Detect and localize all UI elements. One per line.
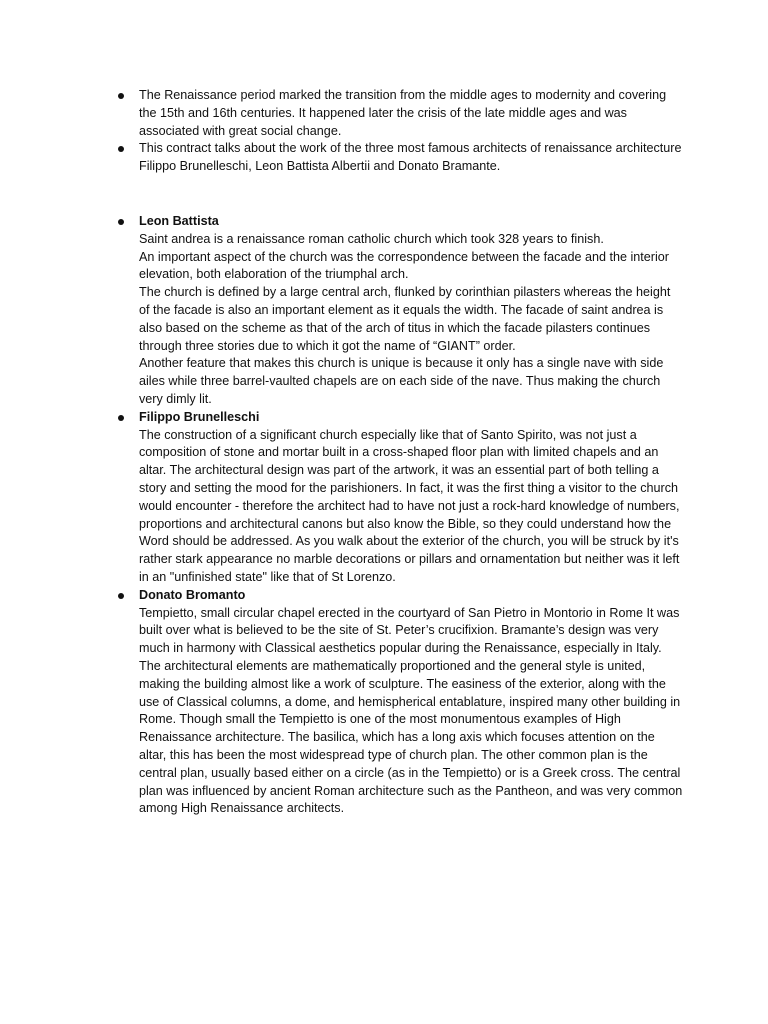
section-paragraph: Tempietto, small circular chapel erected in the courtyard of San Pietro in Montorio in Rome It was built over what is believed to be the site of St. Peter’s crucifixion. Bramante’s design was very much in harmony with Classical aesthetics popular during the Renaissance, especially in Italy. The architectural elements are mathematically proportioned and the general style is united, making the building almost like a work of sculpture. The easiness of the exterior, along with the use of Classical columns, a dome, and hemispherical entablature, inspired many other building in Rome. Though small the Tempietto is one of the most monumentous examples of High Renaissance architecture. The basilica, which has a long axis which focuses attention on the altar, this has been the most widespread type of church plan. The other common plan is the central plan, usually based either on a circle (as in the Tempietto) or is a Greek cross. The central plan was influenced by ancient Roman architecture such as the Pantheon, and was very common among High Renaissance architects. bbox=[139, 605, 683, 816]
bullet-icon bbox=[118, 219, 124, 225]
intro-paragraph: This contract talks about the work of the three most famous architects of renaissance architecture Filippo Brunelleschi, Leon Battista Albertii and Donato Bramante. bbox=[139, 141, 682, 174]
section-paragraph: Another feature that makes this church is unique is because it only has a single nave with side ailes while three barrel-vaulted chapels are on each side of the nave. Thus making the church very dimly lit. bbox=[139, 356, 664, 406]
section-heading: Donato Bromanto bbox=[139, 587, 246, 602]
section-paragraph: Saint andrea is a renaissance roman catholic church which took 328 years to finish. bbox=[139, 231, 604, 246]
intro-bullet-list bbox=[139, 87, 684, 176]
section-filippo-brunelleschi bbox=[139, 409, 684, 587]
bullet-icon bbox=[118, 146, 124, 152]
section-paragraph: An important aspect of the church was the correspondence between the facade and the interior elevation, both elaboration of the triumphal arch. bbox=[139, 249, 669, 282]
bullet-icon bbox=[118, 593, 124, 599]
architects-bullet-list bbox=[139, 213, 684, 818]
bullet-icon bbox=[118, 415, 124, 421]
section-donato-bromanto bbox=[139, 587, 684, 818]
bullet-icon bbox=[118, 93, 124, 99]
intro-bullet-item bbox=[139, 87, 684, 140]
section-leon-battista bbox=[139, 213, 684, 409]
section-paragraph: The construction of a significant church especially like that of Santo Spirito, was not just a composition of stone and mortar built in a cross-shaped floor plan with limited chapels and an altar. The architectural design was part of the artwork, it was an essential part of both telling a story and setting the mood for the parishioners. In fact, it was the first thing a visitor to the church would encounter - therefore the architect had to have not just a rock-hard knowledge of numbers, proportions and architectural canons but also know the Bible, so they could understand how the Word should be addressed. As you walk about the exterior of the church, you will be struck by it's rather stark appearance no marble decorations or pillars and ornamentation but neither was it left in an "unfinished state" like that of St Lorenzo. bbox=[139, 427, 680, 584]
intro-bullet-item bbox=[139, 140, 684, 176]
section-paragraph: The church is defined by a large central arch, flunked by corinthian pilasters whereas the height of the facade is also an important element as it equals the width. The facade of saint andrea is also based on the scheme as that of the arch of titus in which the facade pilasters continues through three stories due to which it got the name of “GIANT” order. bbox=[139, 285, 671, 353]
section-heading: Leon Battista bbox=[139, 214, 219, 228]
intro-paragraph: The Renaissance period marked the transition from the middle ages to modernity and covering the 15th and 16th centuries. It happened later the crisis of the late middle ages and was associated with great social change. bbox=[139, 88, 667, 138]
section-heading: Filippo Brunelleschi bbox=[139, 409, 260, 424]
